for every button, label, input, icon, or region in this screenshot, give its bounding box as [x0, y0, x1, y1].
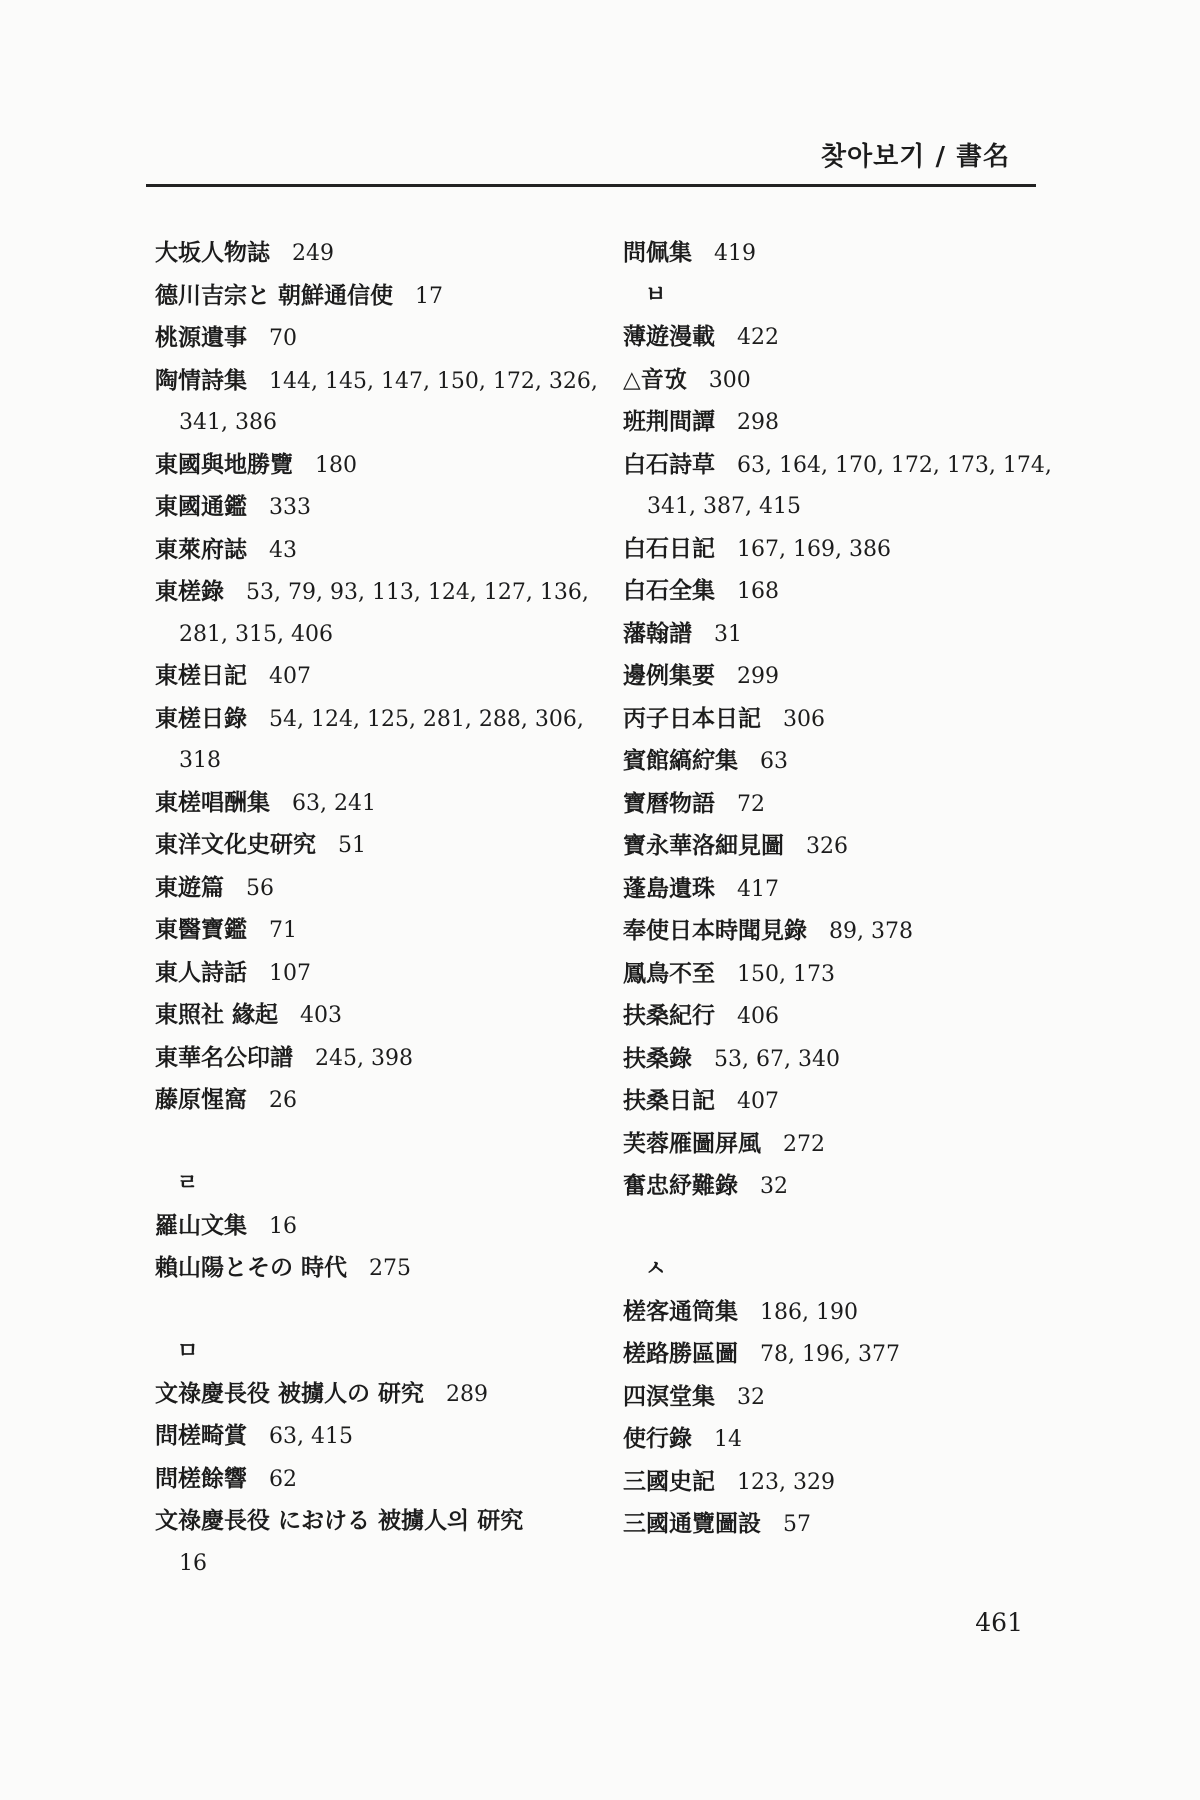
entry-pages: 298 [737, 410, 779, 435]
entry-pages-continued: 341, 386 [179, 410, 277, 435]
page-number: 461 [975, 1608, 1023, 1637]
index-entry [155, 232, 595, 275]
entry-title: 扶桑日記 [623, 1087, 715, 1114]
entry-title: 白石詩草 [623, 450, 715, 478]
index-entry [155, 529, 595, 572]
index-entry [623, 953, 1063, 996]
index-entry [623, 1080, 1063, 1123]
header-rule [146, 184, 1036, 187]
entry-title: 東人詩話 [155, 958, 247, 986]
entry-title: 邊例集要 [623, 662, 715, 689]
index-entry [623, 995, 1063, 1038]
index-entry [155, 824, 595, 867]
entry-title: 班荆間譚 [623, 408, 715, 435]
entry-pages-continued: 16 [179, 1550, 207, 1576]
entry-title: 四溟堂集 [623, 1382, 715, 1410]
entry-pages: 63, 415 [269, 1424, 353, 1449]
entry-pages: 333 [269, 495, 311, 520]
index-entry [623, 825, 1063, 868]
entry-title: 扶桑錄 [623, 1044, 692, 1072]
index-entry [623, 1503, 1063, 1546]
index-entry [623, 655, 1063, 698]
index-entry [155, 1079, 595, 1122]
index-entry [155, 1415, 595, 1458]
section-spacer [155, 1122, 595, 1164]
index-entry [623, 1461, 1063, 1504]
entry-pages: 407 [737, 1089, 779, 1114]
entry-pages: 275 [369, 1256, 412, 1281]
entry-title: 文祿慶長役 における 被擄人의 研究 [155, 1507, 524, 1534]
entry-pages: 107 [269, 960, 311, 986]
entry-title: 東萊府誌 [155, 535, 247, 563]
entry-pages: 422 [737, 325, 779, 350]
index-entry [155, 1458, 595, 1501]
entry-title: 東國與地勝覽 [155, 450, 293, 478]
entry-pages: 289 [446, 1381, 489, 1407]
index-entry [155, 909, 595, 952]
section-heading: ㄹ [177, 1171, 199, 1196]
entry-pages: 272 [783, 1131, 825, 1157]
entry-pages: 249 [292, 241, 334, 266]
entry-pages: 300 [708, 367, 751, 393]
entry-pages: 71 [269, 918, 297, 943]
entry-pages: 403 [300, 1003, 343, 1028]
entry-pages-continued: 281, 315, 406 [179, 621, 333, 647]
entry-title: 藤原惺窩 [155, 1086, 247, 1113]
entry-pages: 62 [269, 1466, 297, 1492]
entry-pages-continued: 318 [179, 748, 221, 773]
entry-pages: 186, 190 [760, 1299, 858, 1325]
entry-title: 問槎餘響 [155, 1464, 247, 1492]
entry-title: 寶曆物語 [623, 789, 715, 817]
entry-title: 奉使日本時聞見錄 [623, 917, 807, 944]
entry-title: 羅山文集 [155, 1211, 247, 1239]
entry-title: 陶情詩集 [155, 366, 247, 394]
entry-title: 使行錄 [623, 1425, 692, 1452]
index-entry [623, 1123, 1063, 1166]
entry-pages: 57 [783, 1512, 811, 1537]
entry-title: 白石日記 [623, 534, 715, 562]
entry-title: 白石全集 [623, 577, 715, 604]
entry-title: 薄遊漫載 [623, 323, 715, 350]
entry-pages: 419 [714, 241, 756, 266]
index-entry [155, 782, 595, 825]
index-entry [623, 316, 1063, 359]
index-entry [623, 783, 1063, 826]
index-entry [155, 1247, 595, 1290]
entry-pages: 43 [269, 537, 297, 563]
entry-pages: 51 [338, 833, 366, 858]
entry-pages: 26 [269, 1088, 297, 1113]
entry-pages: 306 [783, 706, 825, 732]
entry-title: △音攷 [623, 365, 687, 393]
section-spacer [623, 1208, 1063, 1250]
entry-title: 奮忠紓難錄 [623, 1172, 738, 1199]
entry-title: 藩翰譜 [623, 619, 692, 647]
entry-title: 槎客通筒集 [623, 1297, 738, 1325]
index-entry [155, 360, 598, 444]
entry-pages: 14 [714, 1427, 742, 1452]
index-column-left [155, 232, 598, 1584]
index-entry [155, 867, 595, 910]
entry-title: 東國通鑑 [155, 493, 247, 520]
index-entry [155, 1037, 595, 1080]
entry-pages: 17 [415, 283, 444, 309]
entry-pages: 406 [737, 1004, 779, 1029]
entry-pages: 89, 378 [829, 919, 913, 944]
entry-pages: 32 [737, 1384, 765, 1410]
entry-pages: 56 [246, 875, 274, 901]
entry-title: 三國通覽圖設 [623, 1510, 761, 1537]
entry-title: 東照社 緣起 [155, 1001, 279, 1028]
entry-title: 丙子日本日記 [623, 704, 761, 732]
entry-pages: 123, 329 [737, 1469, 835, 1495]
entry-pages: 54, 124, 125, 281, 288, 306, [269, 706, 584, 732]
entry-pages: 150, 173 [737, 961, 835, 987]
index-entry [623, 1376, 1063, 1419]
index-entry [623, 910, 1063, 953]
index-entry [155, 486, 595, 529]
index-entry [155, 1373, 595, 1416]
entry-pages: 16 [269, 1213, 297, 1239]
index-entry [155, 444, 595, 487]
section-spacer [155, 1290, 595, 1332]
entry-pages: 53, 79, 93, 113, 124, 127, 136, [246, 580, 589, 605]
index-entry [623, 359, 1063, 402]
entry-pages: 72 [737, 791, 765, 817]
index-entry [155, 655, 595, 698]
index-entry [623, 444, 1063, 528]
index-entry [155, 952, 595, 995]
index-entry [623, 1418, 1063, 1461]
entry-pages: 299 [737, 664, 779, 689]
entry-pages: 63, 164, 170, 172, 173, 174, [737, 452, 1052, 478]
entry-title: 問槎畸賞 [155, 1422, 247, 1449]
entry-title: 芙蓉雁圖屏風 [623, 1129, 761, 1157]
index-entry [623, 1038, 1063, 1081]
entry-title: 問佩集 [623, 239, 692, 266]
index-entry [155, 698, 595, 782]
entry-pages: 245, 398 [315, 1045, 413, 1071]
entry-pages: 417 [737, 876, 779, 902]
entry-pages: 63 [760, 749, 788, 774]
index-entry [623, 613, 1063, 656]
entry-pages: 167, 169, 386 [737, 536, 891, 562]
entry-pages: 407 [269, 664, 311, 689]
entry-pages: 32 [760, 1174, 788, 1199]
index-entry [623, 401, 1063, 444]
entry-title: 大坂人物誌 [155, 239, 270, 266]
entry-title: 德川吉宗と 朝鮮通信使 [155, 281, 394, 309]
index-entry [623, 570, 1063, 613]
entry-pages: 144, 145, 147, 150, 172, 326, [269, 368, 598, 394]
index-entry [623, 528, 1063, 571]
entry-pages: 31 [714, 621, 742, 647]
entry-pages: 63, 241 [292, 790, 376, 816]
section-heading: ㅅ [645, 1257, 667, 1282]
entry-pages: 53, 67, 340 [714, 1046, 840, 1072]
entry-title: 槎路勝區圖 [623, 1340, 738, 1367]
index-entry [155, 1500, 595, 1584]
index-entry [623, 868, 1063, 911]
index-column-right [623, 232, 1063, 1546]
entry-title: 扶桑紀行 [623, 1002, 715, 1029]
entry-title: 東槎錄 [155, 578, 224, 605]
entry-pages-continued: 341, 387, 415 [647, 494, 801, 519]
entry-pages: 70 [269, 326, 297, 351]
index-entry [623, 1333, 1063, 1376]
section-heading: ㅂ [645, 282, 667, 308]
index-entry [623, 1165, 1063, 1208]
entry-title: 東華名公印譜 [155, 1043, 293, 1071]
entry-title: 三國史記 [623, 1467, 715, 1495]
running-header: 찾아보기 / 書名 [820, 142, 1010, 172]
entry-title: 桃源遺事 [155, 324, 247, 351]
entry-title: 蓬島遺珠 [623, 874, 715, 902]
index-entry [623, 1291, 1063, 1334]
entry-title: 東遊篇 [155, 873, 224, 901]
index-entry [155, 571, 595, 655]
entry-title: 東洋文化史研究 [155, 831, 316, 858]
entry-title: 東槎日錄 [155, 704, 247, 732]
entry-pages: 168 [737, 579, 779, 604]
entry-pages: 326 [806, 834, 848, 859]
index-entry [623, 698, 1063, 741]
index-entry [623, 232, 1063, 275]
entry-title: 鳳鳥不至 [623, 959, 715, 987]
entry-title: 東槎唱酬集 [155, 788, 270, 816]
entry-title: 東醫寶鑑 [155, 916, 247, 943]
entry-title: 賴山陽とその 時代 [155, 1254, 348, 1281]
entry-pages: 78, 196, 377 [760, 1342, 900, 1367]
entry-title: 東槎日記 [155, 662, 247, 689]
index-entry [155, 1205, 595, 1248]
index-entry [155, 994, 595, 1037]
index-entry [155, 317, 595, 360]
entry-title: 賓館縞紵集 [623, 747, 738, 774]
entry-pages: 180 [315, 452, 357, 478]
section-heading: ㅁ [177, 1339, 199, 1364]
index-entry [155, 275, 595, 318]
index-entry [623, 740, 1063, 783]
entry-title: 文祿慶長役 被擄人の 研究 [155, 1379, 425, 1407]
entry-title: 寶永華洛細見圖 [623, 832, 784, 859]
